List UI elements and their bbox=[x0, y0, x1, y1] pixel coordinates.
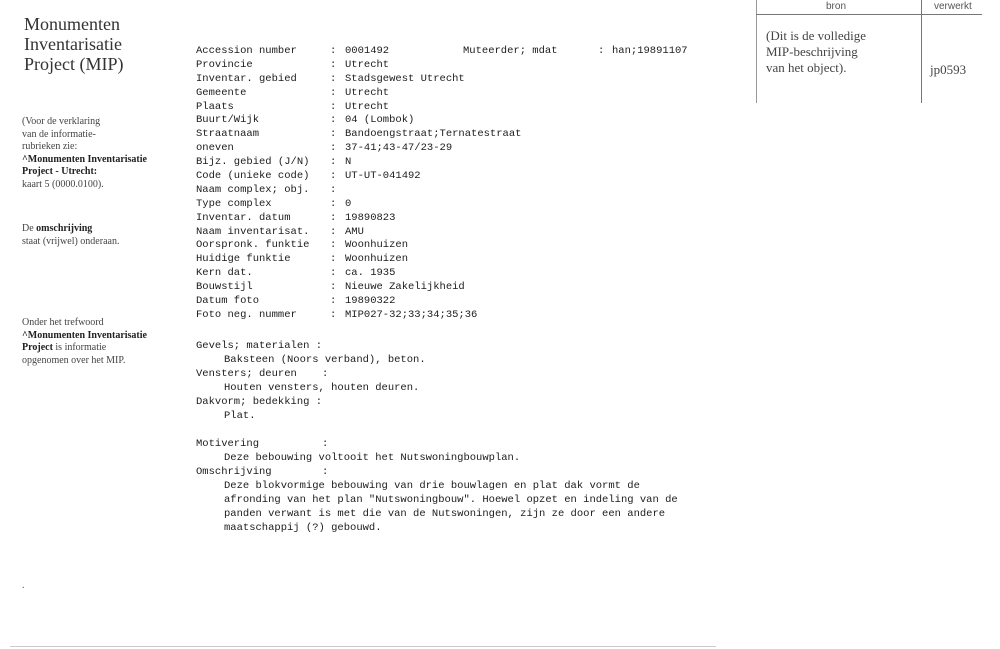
field-value: 19890823 bbox=[345, 211, 396, 224]
project-title-line: Inventarisatie bbox=[24, 34, 122, 54]
omschrijving-line: Deze blokvormige bebouwing van drie bouwlagen en plat dak vormt de bbox=[224, 480, 640, 492]
verwerkt-header: verwerkt bbox=[934, 1, 972, 12]
field-value: N bbox=[345, 156, 352, 169]
field-separator: : bbox=[330, 156, 337, 169]
omschrijving-line: panden verwant is met die van de Nutswoningen, zijn ze door een andere bbox=[224, 508, 666, 520]
box-divider-line bbox=[921, 0, 922, 103]
field-value: 19890322 bbox=[345, 295, 396, 308]
field-value: Bandoengstraat;Ternatestraat bbox=[345, 128, 522, 141]
project-title bbox=[24, 14, 174, 74]
field-label: Naam complex; obj. bbox=[196, 183, 310, 196]
motivering-block bbox=[196, 437, 520, 465]
omschrijving-label: Omschrijving : bbox=[196, 466, 329, 478]
material-text: Plat. bbox=[224, 410, 256, 422]
note-line: (Voor de verklaring bbox=[22, 116, 101, 127]
field-value: UT-UT-041492 bbox=[345, 170, 421, 183]
field-separator: : bbox=[330, 86, 337, 99]
field-label: Plaats bbox=[196, 100, 234, 113]
field-separator: : bbox=[330, 308, 337, 321]
note-line: rubrieken zie: bbox=[22, 141, 78, 152]
field-separator: : bbox=[330, 239, 337, 252]
field-value: Utrecht bbox=[345, 100, 390, 113]
note-bold-line: ^Monumenten Inventarisatie bbox=[22, 153, 147, 165]
field-separator: : bbox=[330, 72, 337, 85]
muteerder-value: han;19891107 bbox=[612, 45, 688, 57]
note-omschrijving bbox=[22, 223, 182, 248]
bron-header: bron bbox=[826, 1, 847, 12]
field-value: MIP027-32;33;34;35;36 bbox=[345, 308, 478, 321]
field-label: Naam inventarisat. bbox=[196, 225, 310, 238]
field-value: 04 (Lombok) bbox=[345, 114, 415, 127]
material-label: Dakvorm; bedekking : bbox=[196, 396, 323, 408]
note-bold-word: omschrijving bbox=[36, 223, 93, 234]
note-bold-line: Project bbox=[22, 342, 53, 353]
field-separator: : bbox=[330, 295, 337, 308]
note-line: van de informatie- bbox=[22, 128, 96, 140]
field-separator: : bbox=[330, 142, 337, 155]
box-left-line bbox=[756, 0, 757, 103]
note-text: De bbox=[22, 223, 37, 234]
field-label: Buurt/Wijk bbox=[196, 114, 260, 127]
field-value: AMU bbox=[345, 225, 364, 238]
field-separator: : bbox=[330, 58, 337, 71]
field-label: Kern dat. bbox=[196, 267, 253, 280]
muteerder-label: Muteerder; mdat bbox=[463, 45, 558, 57]
omschrijving-line: maatschappij (?) gebouwd. bbox=[224, 522, 382, 534]
field-label: Straatnaam bbox=[196, 128, 260, 141]
field-value: Utrecht bbox=[345, 58, 390, 71]
field-value: Woonhuizen bbox=[345, 253, 409, 266]
material-label: Gevels; materialen : bbox=[196, 340, 323, 352]
field-label: Oorspronk. funktie bbox=[196, 239, 310, 252]
field-value: 0 bbox=[345, 197, 352, 210]
materials-block bbox=[196, 339, 426, 423]
field-label: Provincie bbox=[196, 58, 253, 71]
bron-text-line: MIP-beschrijving bbox=[766, 44, 858, 59]
field-label: Code (unieke code) bbox=[196, 170, 310, 183]
field-separator: : bbox=[330, 45, 337, 57]
note-line: kaart 5 (0000.0100). bbox=[22, 178, 104, 190]
note-trefwoord bbox=[22, 317, 182, 367]
field-value: 37-41;43-47/23-29 bbox=[345, 142, 453, 155]
bron-text-line: van het object). bbox=[766, 60, 847, 75]
field-value: Nieuwe Zakelijkheid bbox=[345, 281, 465, 294]
omschrijving-block bbox=[196, 465, 678, 535]
bottom-rule bbox=[10, 646, 716, 647]
motivering-label: Motivering : bbox=[196, 438, 329, 450]
project-title-line: Project (MIP) bbox=[24, 54, 124, 74]
field-separator: : bbox=[330, 114, 337, 127]
note-line: staat (vrijwel) onderaan. bbox=[22, 235, 120, 247]
note-bold-line: Project - Utrecht: bbox=[22, 166, 98, 177]
note-line: opgenomen over het MIP. bbox=[22, 354, 126, 366]
field-separator: : bbox=[330, 225, 337, 238]
field-value: Utrecht bbox=[345, 86, 390, 99]
field-separator: : bbox=[598, 45, 605, 57]
field-separator: : bbox=[330, 197, 337, 210]
field-value: Woonhuizen bbox=[345, 239, 409, 252]
field-label: Huidige funktie bbox=[196, 253, 291, 266]
field-label: Bijz. gebied (J/N) bbox=[196, 156, 310, 169]
field-label: Type complex bbox=[196, 197, 272, 210]
field-label: Accession number bbox=[196, 45, 297, 57]
motivering-text: Deze bebouwing voltooit het Nutswoningbouwplan. bbox=[224, 452, 521, 464]
verwerkt-code: jp0593 bbox=[930, 62, 967, 77]
field-separator: : bbox=[330, 170, 337, 183]
note-verklaring bbox=[22, 116, 182, 191]
field-value: ca. 1935 bbox=[345, 267, 396, 280]
bron-text bbox=[766, 28, 916, 76]
field-label: Inventar. gebied bbox=[196, 72, 297, 85]
note-bold-line: ^Monumenten Inventarisatie bbox=[22, 329, 147, 341]
bron-box bbox=[756, 0, 986, 103]
field-separator: : bbox=[330, 281, 337, 294]
material-text: Houten vensters, houten deuren. bbox=[224, 382, 420, 394]
field-separator: : bbox=[330, 183, 337, 196]
field-label: Datum foto bbox=[196, 295, 260, 308]
note-line: Onder het trefwoord bbox=[22, 317, 104, 328]
field-separator: : bbox=[330, 100, 337, 113]
field-value: Stadsgewest Utrecht bbox=[345, 72, 465, 85]
note-text: is informatie bbox=[52, 342, 107, 353]
field-label: Inventar. datum bbox=[196, 211, 291, 224]
bron-text-line: (Dit is de volledige bbox=[766, 28, 867, 43]
field-value: 0001492 bbox=[345, 45, 390, 57]
field-separator: : bbox=[330, 211, 337, 224]
field-label: Gemeente bbox=[196, 86, 247, 99]
material-text: Baksteen (Noors verband), beton. bbox=[224, 354, 426, 366]
field-label: Bouwstijl bbox=[196, 281, 253, 294]
field-separator: : bbox=[330, 267, 337, 280]
project-title-line: Monumenten bbox=[24, 14, 120, 34]
field-label: Foto neg. nummer bbox=[196, 308, 297, 321]
field-label: oneven bbox=[196, 142, 234, 155]
material-label: Vensters; deuren : bbox=[196, 368, 329, 380]
omschrijving-line: afronding van het plan "Nutswoningbouw". Hoewel opzet en indeling van de bbox=[224, 494, 678, 506]
box-header-line bbox=[756, 14, 982, 15]
field-separator: : bbox=[330, 253, 337, 266]
field-separator: : bbox=[330, 128, 337, 141]
stray-mark: . bbox=[22, 580, 25, 591]
